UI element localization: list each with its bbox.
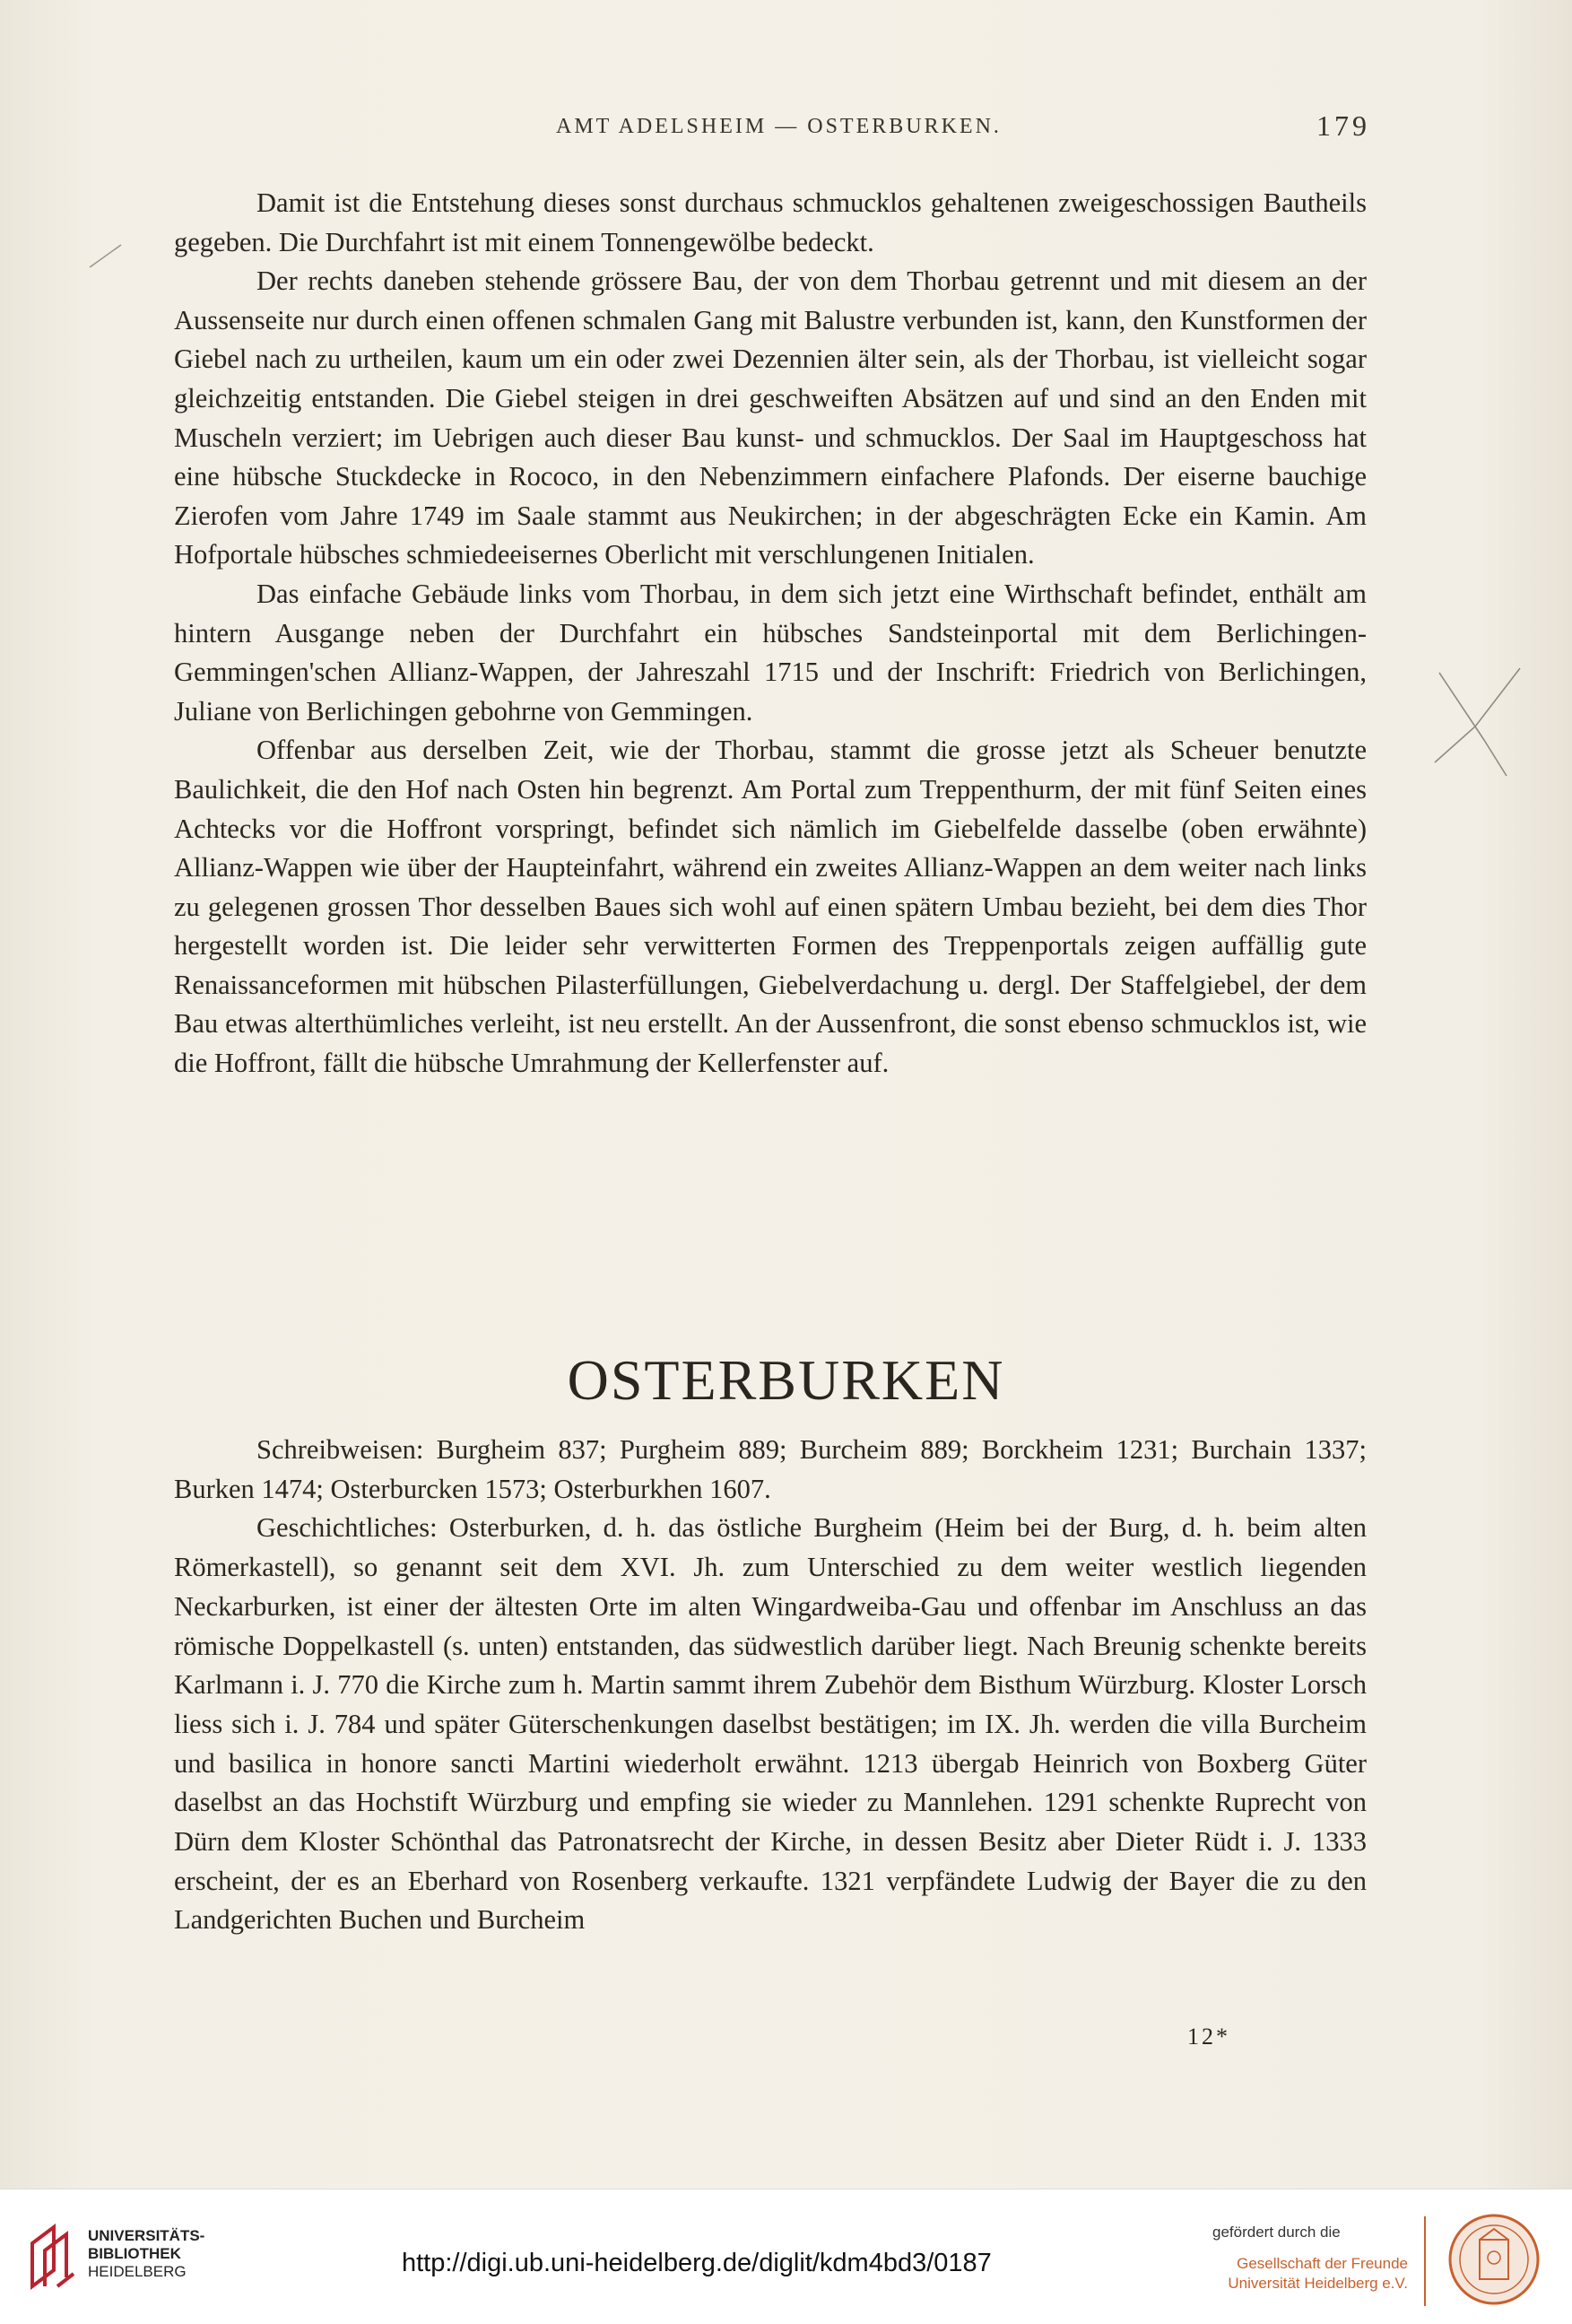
university-seal-icon xyxy=(1447,2213,1541,2306)
paragraph: Damit ist die Entstehung dieses sonst durchaus schmucklos gehaltenen zweigeschossigen Bautheils gegeben. Die Durchfahrt ist mit einem Tonnengewölbe bedeckt. xyxy=(174,187,1367,257)
paragraph: Schreibweisen: Burgheim 837; Purgheim 889; Burcheim 889; Borckheim 1231; Burchain 1337; Burken 1474; Osterburcken 1573; Osterburkhen 1607. xyxy=(174,1434,1367,1504)
footer-bar xyxy=(0,2189,1572,2324)
footer-divider xyxy=(1424,2216,1426,2306)
ub-heidelberg-logo-icon[interactable] xyxy=(27,2224,77,2290)
section-body-text xyxy=(174,1431,1367,1940)
sponsor-label: gefördert durch die xyxy=(1212,2224,1341,2241)
library-line: UNIVERSITÄTS- xyxy=(88,2227,205,2244)
body-text xyxy=(174,184,1367,1084)
library-name xyxy=(88,2227,204,2281)
sponsor-name[interactable] xyxy=(1202,2254,1408,2294)
signature-mark: 12* xyxy=(1187,2024,1230,2050)
library-line: HEIDELBERG xyxy=(88,2263,187,2280)
permalink-url[interactable]: http://digi.ub.uni-heidelberg.de/diglit/kdm4bd3/0187 xyxy=(402,2249,992,2277)
sponsor-line: Universität Heidelberg e.V. xyxy=(1228,2275,1408,2292)
paragraph: Der rechts daneben stehende grössere Bau, der von dem Thorbau getrennt und mit diesem an der Aussenseite nur durch einen offenen schmalen Gang mit Balustre verbunden ist, kann, den Kunstformen der Giebel nach zu urtheilen, kaum um ein oder zwei Dezennien älter sein, als der Thorbau, ist vielleicht sogar gleichzeitig entstanden. Die Giebel steigen in drei geschweiften Absätzen auf und sind an den Enden mit Muscheln verziert; im Uebrigen auch dieser Bau kunst- und schmucklos. Der Saal im Hauptgeschoss hat eine hübsche Stuckdecke in Rococo, in den Nebenzimmern einfachere Plafonds. Der eiserne bauchige Zierofen vom Jahre 1749 im Saale stammt aus Neukirchen; in der abgeschrägten Ecke ein Kamin. Am Hofportale hübsches schmiedeeisernes Oberlicht mit verschlungenen Initialen. xyxy=(174,265,1367,570)
pencil-mark-icon xyxy=(81,240,135,276)
paragraph: Geschichtliches: Osterburken, d. h. das östliche Burgheim (Heim bei der Burg, d. h. beim alten Römerkastell), so genannt seit dem XVI. Jh. zum Unterschied zu dem weiter westlich liegenden Neckarburken, ist einer der ältesten Orte im alten Wingardweiba-Gau und offenbar im Anschluss an das römische Doppelkastell (s. unten) entstanden, das südwestlich darüber liegt. Nach Breunig schenkte bereits Karlmann i. J. 770 die Kirche zum h. Martin sammt ihrem Zubehör dem Bisthum Würzburg. Kloster Lorsch liess sich i. J. 784 und später Güterschenkungen daselbst bestätigen; im IX. Jh. werden die villa Burcheim und basilica in honore sancti Martini wiederholt erwähnt. 1213 übergab Heinrich von Boxberg Güter daselbst an das Hochstift Würzburg und empfing sie wieder zu Mannlehen. 1291 schenkte Ruprecht von Dürn dem Kloster Schönthal das Patronatsrecht der Kirche, in dessen Besitz aber Dieter Rüdt i. J. 1333 erscheint, der es an Eberhard von Rosenberg verkaufte. 1321 verpfändete Ludwig der Bayer die zu den Landgerichten Buchen und Burcheim xyxy=(174,1512,1367,1936)
paragraph: Offenbar aus derselben Zeit, wie der Thorbau, stammt die grosse jetzt als Scheuer benutzte Baulichkeit, die den Hof nach Osten hin begrenzt. Am Portal zum Treppenthurm, der mit fünf Seiten eines Achtecks vor die Hoffront vorspringt, befindet sich nämlich im Giebelfelde dasselbe (oben erwähnte) Allianz-Wappen wie über der Haupteinfahrt, während ein zweites Allianz-Wappen an dem weiter nach links zu gelegenen grossen Thor desselben Baues sich wohl auf einen spätern Umbau bezieht, bei dem dies Thor hergestellt worden ist. Die leider sehr verwitterten Formen des Treppenportals zeigen auffällig gute Renaissanceformen mit hübschen Pilasterfüllungen, Giebelverdachung u. dergl. Der Staffelgiebel, der dem Bau etwas alterthümliches verleiht, ist neu erstellt. An der Aussenfront, die sonst ebenso schmucklos ist, wie die Hoffront, fällt die hübsche Umrahmung der Kellerfenster auf. xyxy=(174,735,1367,1079)
running-head: AMT ADELSHEIM — OSTERBURKEN. xyxy=(556,115,1002,138)
pencil-cross-mark-icon xyxy=(1421,664,1529,780)
section-title: OSTERBURKEN xyxy=(567,1348,1005,1412)
sponsor-line: Gesellschaft der Freunde xyxy=(1237,2255,1408,2272)
library-line: BIBLIOTHEK xyxy=(88,2245,181,2262)
page-number: 179 xyxy=(1316,109,1370,142)
paragraph: Das einfache Gebäude links vom Thorbau, in dem sich jetzt eine Wirthschaft befindet, enthält am hintern Ausgange neben der Durchfahrt ein hübsches Sandsteinportal mit dem Berlichingen-Gemmingen'schen Allianz-Wappen, der Jahreszahl 1715 und der Inschrift: Friedrich von Berlichingen, Juliane von Berlichingen gebohrne von Gemmingen. xyxy=(174,578,1367,727)
